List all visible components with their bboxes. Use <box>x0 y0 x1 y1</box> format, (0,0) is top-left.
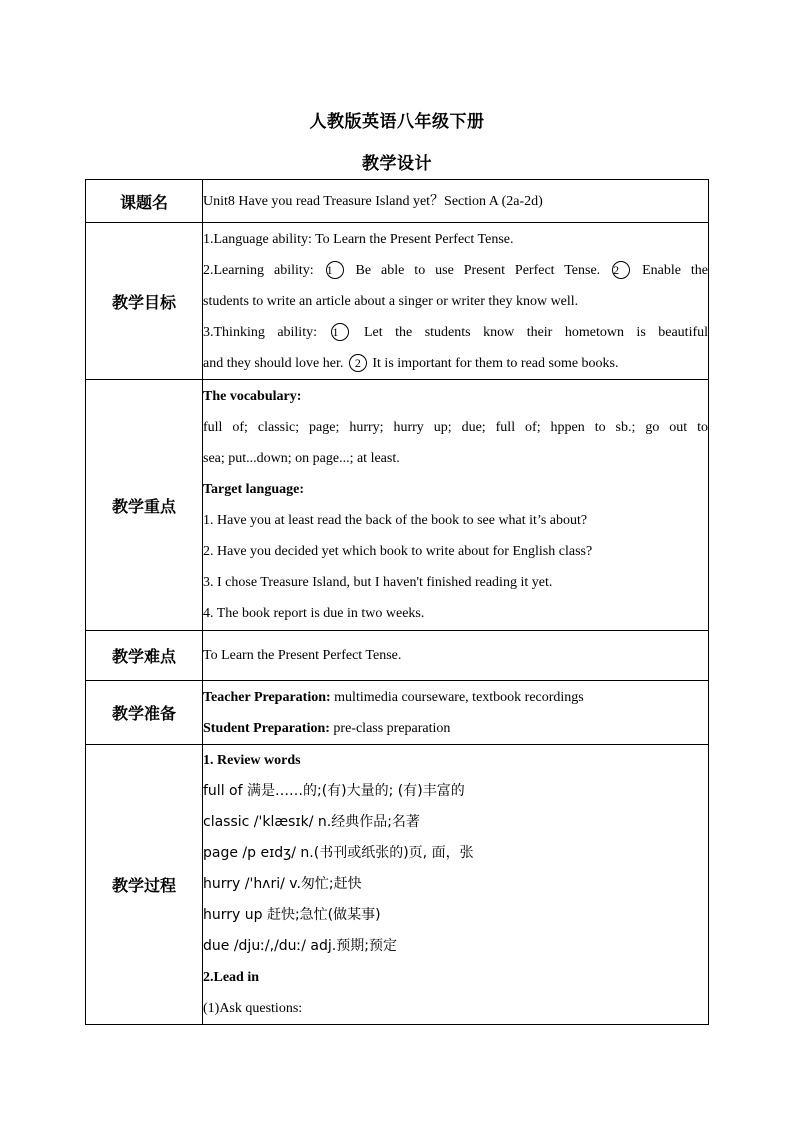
topic-content <box>203 180 709 223</box>
document-title: 人教版英语八年级下册 <box>309 112 485 132</box>
row-keypoints <box>86 380 709 631</box>
review-word-3: page /p eɪdʒ/ n.(书刊或纸张的)页, 面，张 <box>203 845 474 861</box>
target-sentence-3: 3. I chose Treasure Island, but I haven't finished reading it yet. <box>203 575 553 590</box>
vocabulary-heading: The vocabulary: <box>203 389 302 404</box>
label-topic: 课题名 <box>86 180 203 223</box>
objective-line-4-a: 3.Thinking ability: <box>203 324 317 340</box>
objective-line-5 <box>203 348 708 379</box>
difficulty-content <box>203 631 709 681</box>
vocabulary-line-2: sea; put...down; on page...; at least. <box>203 451 400 466</box>
objective-line-2-a: 2.Learning ability: <box>203 262 314 278</box>
objective-line-4-b: Let the students know their hometown is beautiful <box>363 324 708 340</box>
teacher-preparation <box>203 682 708 713</box>
vocabulary-line-1: full of; classic; page; hurry; hurry up; due; full of; hppen to sb.; go out to <box>203 420 708 435</box>
target-sentence-1: 1. Have you at least read the back of the book to see what it’s about? <box>203 513 588 528</box>
student-preparation-label: Student Preparation: <box>203 720 330 736</box>
teacher-preparation-label: Teacher Preparation: <box>203 689 331 705</box>
label-objectives: 教学目标 <box>86 223 203 380</box>
circled-number: 2 <box>349 354 367 372</box>
label-preparation: 教学准备 <box>86 681 203 745</box>
lead-in-heading: 2.Lead in <box>203 970 260 985</box>
objective-line-5-a: and they should love her. <box>203 355 344 371</box>
objective-line-4 <box>203 317 708 348</box>
objectives-content <box>203 223 709 380</box>
circled-number: 1 <box>331 323 349 341</box>
student-preparation <box>203 713 708 744</box>
circled-number: 1 <box>326 261 344 279</box>
student-preparation-text: pre-class preparation <box>333 720 451 736</box>
review-words-heading: 1. Review words <box>203 753 301 768</box>
difficulty-text: To Learn the Present Perfect Tense. <box>203 648 402 663</box>
objective-line-2 <box>203 255 708 286</box>
target-language-heading: Target language: <box>203 482 304 497</box>
row-objectives <box>86 223 709 380</box>
label-process: 教学过程 <box>86 745 203 1025</box>
label-difficulty: 教学难点 <box>86 631 203 681</box>
process-content <box>203 745 709 1025</box>
objective-line-2-c: Enable the <box>642 262 708 278</box>
review-word-1: full of 满是……的;(有)大量的; (有)丰富的 <box>203 783 465 799</box>
circled-number: 2 <box>612 261 630 279</box>
objective-line-2-b: Be able to use Present Perfect Tense. <box>355 262 601 278</box>
row-preparation <box>86 681 709 745</box>
review-word-4: hurry /'hʌri/ v.匆忙;赶快 <box>203 876 362 892</box>
objective-line-1: 1.Language ability: To Learn the Present Perfect Tense. <box>203 231 514 247</box>
review-word-5: hurry up 赶快;急忙(做某事) <box>203 907 381 923</box>
lesson-plan-table <box>85 179 709 1025</box>
target-sentence-4: 4. The book report is due in two weeks. <box>203 606 425 621</box>
objective-line-5-b: It is important for them to read some books. <box>372 355 619 371</box>
row-process <box>86 745 709 1025</box>
target-sentence-2: 2. Have you decided yet which book to write about for English class? <box>203 544 593 559</box>
row-difficulty <box>86 631 709 681</box>
preparation-content <box>203 681 709 745</box>
teacher-preparation-text: multimedia courseware, textbook recordings <box>334 689 584 705</box>
document-subtitle: 教学设计 <box>362 154 432 174</box>
ask-questions: (1)Ask questions: <box>203 1001 303 1016</box>
objective-line-3: students to write an article about a singer or writer they know well. <box>203 293 579 309</box>
label-keypoints: 教学重点 <box>86 380 203 631</box>
row-topic <box>86 180 709 223</box>
topic-text: Unit8 Have you read Treasure Island yet？Section A (2a-2d) <box>203 193 543 209</box>
keypoints-content <box>203 380 709 631</box>
review-word-2: classic /'klæsɪk/ n.经典作品;名著 <box>203 814 420 830</box>
review-word-6: due /djuː/,/duː/ adj.预期;预定 <box>203 938 397 954</box>
